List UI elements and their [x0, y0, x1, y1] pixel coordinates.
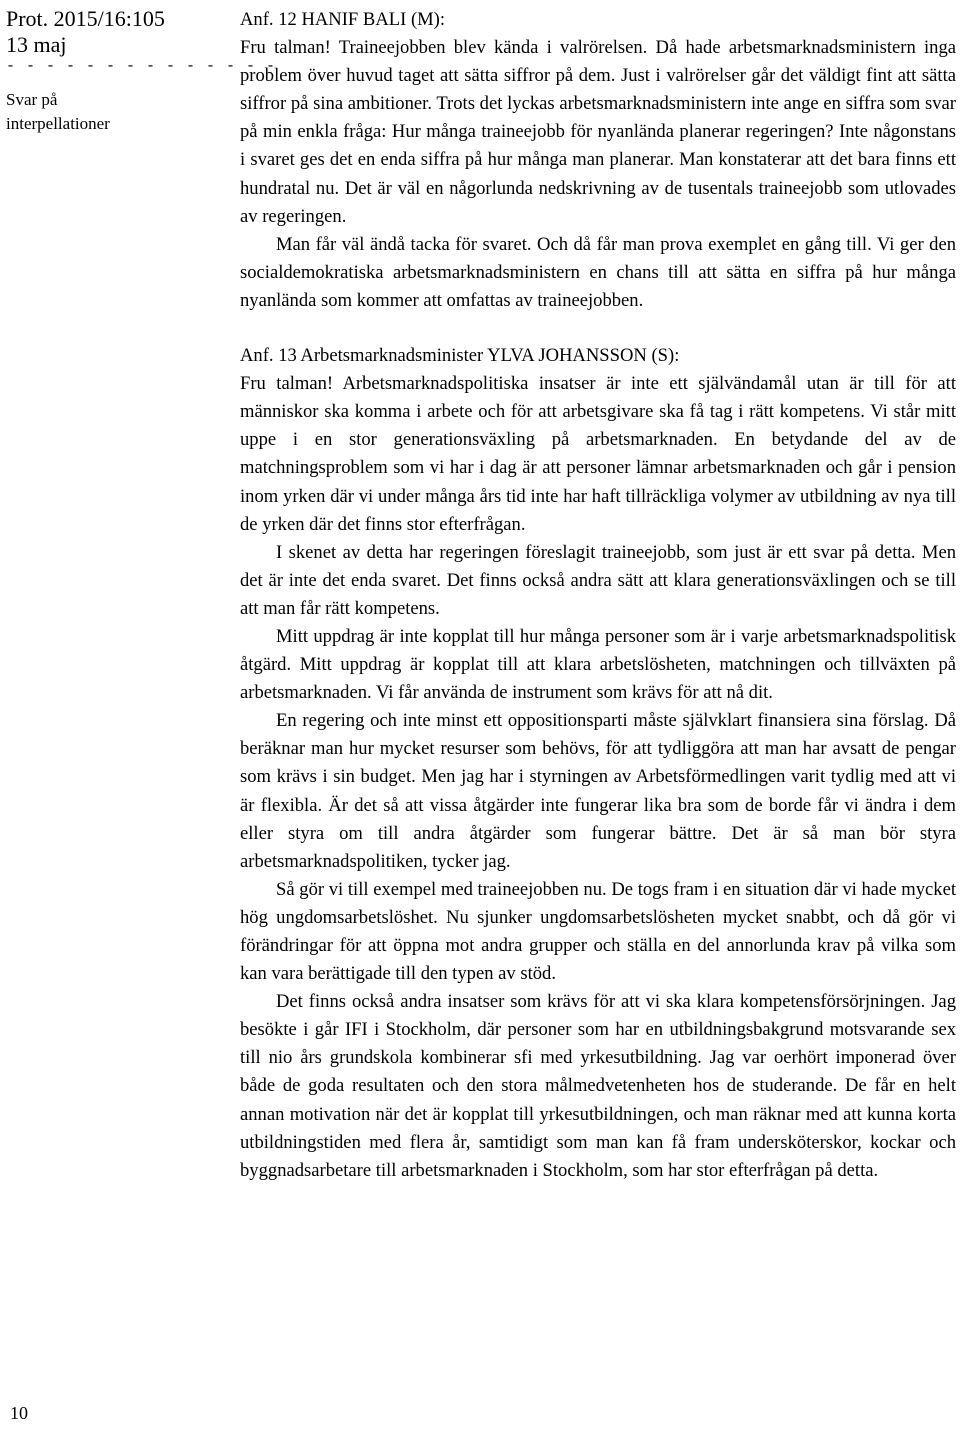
margin-header	[6, 6, 277, 136]
page-number: 10	[10, 1403, 28, 1423]
speech-paragraph: Så gör vi till exempel med traineejobben nu. De togs fram i en situation där vi hade mycket hög ungdomsarbetslöshet. Nu sjunker ungdomsarbetslösheten mycket snabbt, och då gör vi förändringar för att öppna mot andra grupper och ställa en del annorlunda krav på vilka som kan vara berättigade till den typen av stöd.	[240, 878, 956, 985]
speech-paragraph: Mitt uppdrag är inte kopplat till hur många personer som är i varje arbetsmarknadspolitisk åtgärd. Mitt uppdrag är kopplat till att klara arbetslösheten, matchningen och tillväxten på arbetsmarknaden. Vi får använda de instrument som krävs för att nå dit.	[240, 625, 956, 704]
speech-anf-13	[240, 342, 956, 1185]
speech-paragraph: Fru talman! Traineejobben blev kända i valrörelsen. Då hade arbetsmarknadsministern inga problem över huvud taget att sätta siffror på dem. Just i valrörelser går det väldigt fint att sätta siffror på sina ambitioner. Trots det lyckas arbetsmarknadsministern inte ange en siffra som svar på min enkla fråga: Hur många traineejobb för nyanlända planerar regeringen? Inte någonstans i svaret ges det en enda siffra på hur många man planerar. Man konstaterar att det bara finns ett hundratal nu. Det är väl en någorlunda nedskrivning av de tusentals traineejobb som utlovades av regeringen.	[240, 37, 956, 227]
speech-paragraph: Man får väl ändå tacka för svaret. Och då får man prova exemplet en gång till. Vi ger den socialdemokratiska arbetsmarknadsministern en chans till att sätta en siffra på hur många nyanlända som kommer att omfattas av traineejobben.	[240, 233, 956, 311]
section-label-line-2: interpellationer	[6, 114, 110, 133]
section-label-line-1: Svar på	[6, 90, 58, 109]
section-label	[6, 88, 216, 136]
protocol-number: Prot. 2015/16:105	[6, 6, 165, 31]
dashed-divider: - - - - - - - - - - - - - -	[6, 58, 277, 75]
speech-paragraph: I skenet av detta har regeringen föreslagit traineejobb, som just är ett svar på detta. Men det är inte det enda svaret. Det finns också andra sätt att klara generationsväxlingen och se till att man får rätt kompetens.	[240, 541, 956, 619]
speech-anf-12	[240, 6, 956, 315]
protocol-date: 13 maj	[6, 32, 67, 57]
main-text-column	[240, 6, 956, 1185]
speech-paragraph: En regering och inte minst ett oppositionsparti måste självklart finansiera sina förslag. Då beräknar man hur mycket resurser som behövs, för att tydliggöra att man har avsatt de pengar som krävs i sin budget. Men jag har i styrningen av Arbetsförmedlingen varit tydlig med att vi är flexibla. Är det så att vissa åtgärder inte fungerar lika bra som de borde får vi ändra i dem eller styra om till andra åtgärder som fungerar bättre. Det är så man bör styra arbetsmarknadspolitiken, tycker jag.	[240, 710, 956, 872]
speech-paragraph: Det finns också andra insatser som krävs för att vi ska klara kompetensförsörjningen. Jag besökte i går IFI i Stockholm, där personer som har en utbildningsbakgrund motsvarande sex till nio års grundskola kombinerar sfi med yrkesutbildning. Jag var oerhört imponerad över både de goda resultaten och den stora målmedvetenheten hos de studerande. De får en helt annan motivation när det är kopplat till yrkesutbildningen, och man räknar med att kunna korta utbildningstiden med flera år, samtidigt som man kan få fram undersköterskor, kockar och byggnadsarbetare till arbetsmarknaden i Stockholm, som har stor efterfrågan på detta.	[240, 991, 956, 1181]
speech-heading: Anf. 12 HANIF BALI (M):	[240, 9, 446, 30]
speech-paragraph: Fru talman! Arbetsmarknadspolitiska insatser är inte ett självändamål utan är till för att människor ska komma i arbete och för att arbetsgivare ska få tag i rätt kompetens. Vi står mitt uppe i en stor generationsväxling på arbetsmarknaden. En betydande del av de matchningsproblem som vi har i dag är att personer lämnar arbetsmarknaden och går i pension inom yrken där vi under många års tid inte har haft tillräckliga volymer av utbildning av nya till de yrken där det finns stor efterfrågan.	[240, 373, 956, 535]
speech-heading: Anf. 13 Arbetsmarknadsminister YLVA JOHANSSON (S):	[240, 345, 680, 367]
